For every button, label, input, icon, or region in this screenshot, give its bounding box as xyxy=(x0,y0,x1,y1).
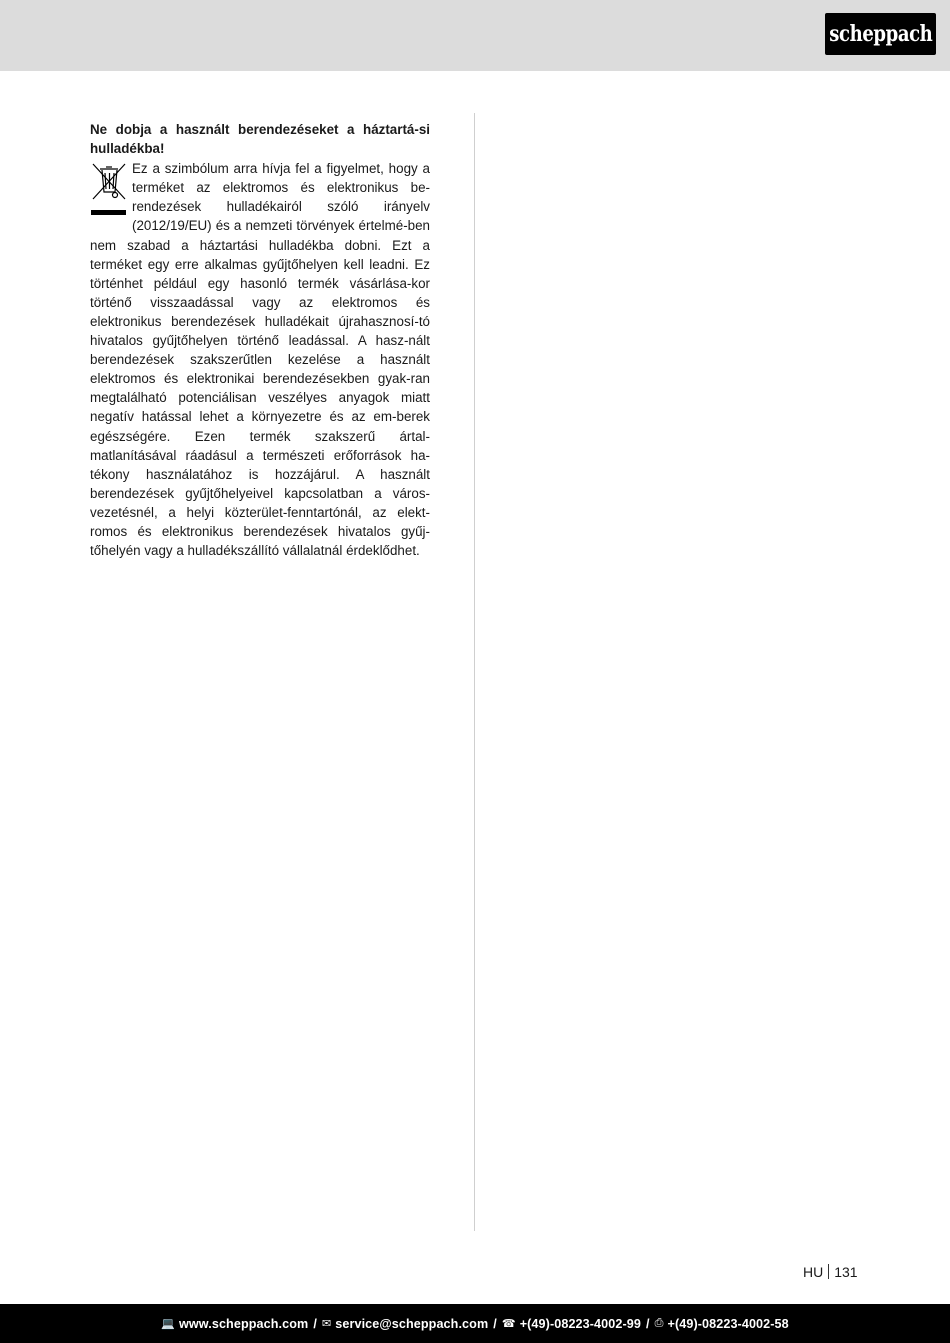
page-footer xyxy=(0,1304,950,1343)
language-code: HU xyxy=(803,1264,824,1280)
footer-phone: +(49)-08223-4002-99 xyxy=(519,1316,641,1331)
disposal-paragraph: Ez a szimbólum arra hívja fel a figyelmet, hogy a terméket az elektromos és elektronikus be-rendezések hulladékairól szóló irányelv (2012/19/EU) és a nemzeti törvények értelmé-ben nem szabad a háztartási hulladékba dobni. Ezt a terméket egy erre alkalmas gyűjtőhelyen kell leadni. Ez történhet például egy hasonló termék vásárlása-kor történő visszaadással vagy az elektromos és elektronikus berendezések hulladékait újrahasznosí-tó hivatalos gyűjtőhelyen történő leadással. A hasz-nált berendezések szakszerűtlen kezelése a használt elektromos és elektronikai berendezésekben gyak-ran megtalálható potenciálisan veszélyes anyagok miatt negatív hatással lehet a környezetre és az em-berek egészségére. Ezen termék szakszerű ártal-matlanításával ráadásul a természeti erőforrások ha-tékony használatához is hozzájárul. A használt berendezések gyűjtőhelyeivel kapcsolatban a város-vezetésnél, a helyi közterület-fenntartónál, az elekt-romos és elektronikus berendezések hivatalos gyűj-tőhelyén vagy a hulladékszállító vállalatnál érdeklődhet. xyxy=(90,161,430,559)
page-number-value: 131 xyxy=(834,1264,858,1280)
scheppach-logo xyxy=(825,13,936,55)
left-column xyxy=(90,120,430,560)
computer-icon: 💻 xyxy=(161,1318,176,1330)
footer-email[interactable]: service@scheppach.com xyxy=(335,1316,489,1331)
footer-separator: / xyxy=(645,1316,650,1331)
envelope-icon: ✉ xyxy=(321,1318,332,1330)
footer-fax: +(49)-08223-4002-58 xyxy=(667,1316,789,1331)
page-number xyxy=(803,1264,858,1280)
section-heading: Ne dobja a használt berendezéseket a háztartá-si hulladékba! xyxy=(90,122,430,157)
page-number-separator xyxy=(828,1264,829,1279)
page-header xyxy=(0,0,950,71)
column-divider xyxy=(474,113,475,1231)
fax-icon: ⎙ xyxy=(654,1317,664,1329)
crossed-out-wheelie-bin-icon xyxy=(90,160,128,218)
footer-separator: / xyxy=(313,1316,317,1331)
telephone-icon: ☎ xyxy=(501,1318,516,1330)
logo-text: scheppach xyxy=(828,21,933,47)
footer-separator: / xyxy=(493,1316,497,1331)
footer-website[interactable]: www.scheppach.com xyxy=(179,1316,309,1331)
